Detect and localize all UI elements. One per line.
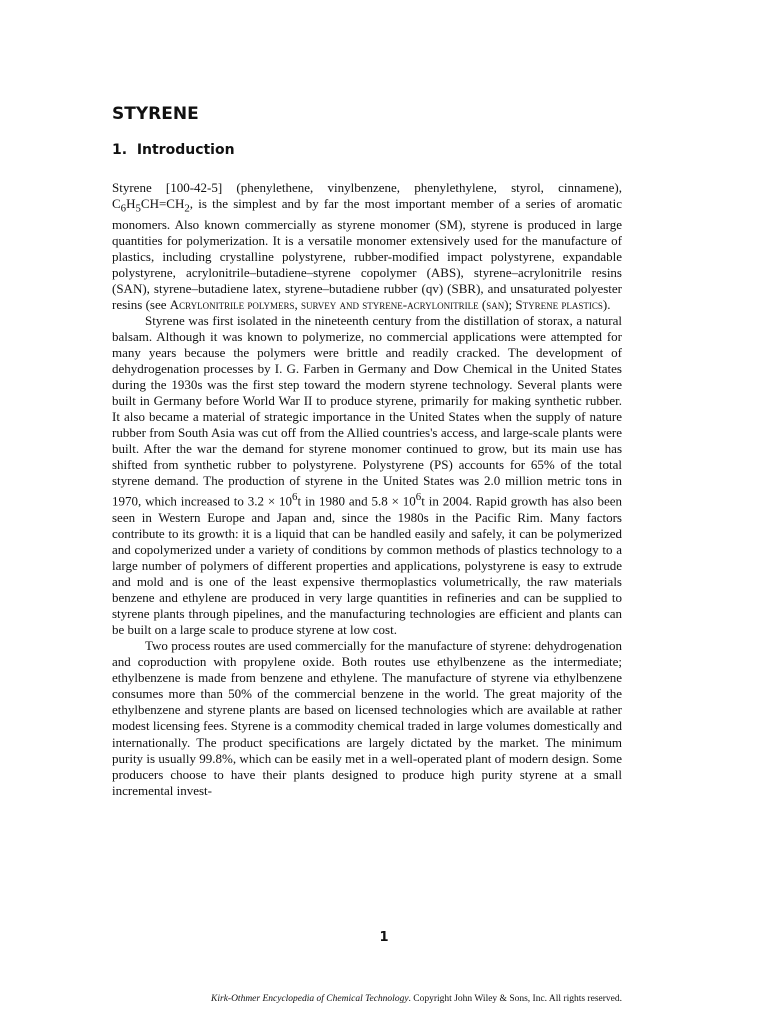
- p2-text-b: t in 1980 and 5.8 × 10: [297, 493, 416, 509]
- p1-text-c: CH=CH: [140, 196, 185, 212]
- cross-reference-acrylonitrile-polymers: Acrylonitrile polymers, survey and styrene-acrylonitrile (san): [169, 296, 509, 312]
- p1-text-e: ).: [602, 296, 611, 312]
- p2-text-c: t in 2004. Rapid growth has also been seen in Western Europe and Japan and, since the 1980s in the Pacific Rim. Many factors contribute to its growth: it is a liquid that can be handled easily and safely, it can be polymerized and copolymerized under a variety of conditions by common methods of plastics technology to a large number of polymers of different properties and applications, polystyrene is easy to extrude and mold and is one of the least expensive thermoplastics volumetrically, the raw materials benzene and ethylene are produced in very large quantities in refineries and can be supplied to styrene plants through pipelines, and the manufacturing technologies are efficient and plants can be built on a large scale to produce styrene at low cost.: [112, 493, 623, 638]
- p1-text-b: H: [126, 196, 136, 212]
- page-title: STYRENE: [112, 104, 199, 124]
- section-heading: [112, 142, 235, 158]
- section-heading-text: Introduction: [136, 142, 235, 158]
- p1-separator: ;: [508, 296, 516, 312]
- p2-superscript-1: 6: [292, 491, 298, 504]
- p2-text-a: Styrene was first isolated in the nineteenth century from the distillation of storax, a natural balsam. Although it was known to polymerize, no commercial applications were attempted for many years because the polymers were brittle and readily cracked. The development of dehydrogenation processes by I. G. Farben in Germany and Dow Chemical in the United States during the 1930s was the first step toward the modern styrene technology. Several plants were built in Germany before World War II to produce styrene, primarily for making synthetic rubber. It also became a material of strategic importance in the United States when the supply of nature rubber from South Asia was cut off from the Allied countries's access, and large-scale plants were built. After the war the demand for styrene monomer continued to grow, but its main use has shifted from synthetic rubber to polystyrene. Polystyrene (PS) accounts for 65% of the total styrene demand. The production of styrene in the United States was 2.0 million metric tons in 1970, which increased to 3.2 × 10: [112, 312, 622, 509]
- paragraph-1: [112, 180, 622, 313]
- page-number: 1: [379, 930, 389, 945]
- p1-subscript-1: 6: [120, 202, 127, 215]
- p1-subscript-2: 5: [135, 202, 141, 215]
- footer-source: Kirk-Othmer Encyclopedia of Chemical Technology: [211, 994, 409, 1004]
- paragraph-3: Two process routes are used commercially for the manufacture of styrene: dehydrogenation and coproduction with propylene oxide. Both routes use ethylbenzene as the intermediate; ethylbenzene is made from benzene and ethylene. The manufacture of styrene via ethylbenzene consumes more than 50% of the commercial benzene in the world. The great majority of the ethylbenzene and styrene plants are based on licensed technologies which are available at rather modest licensing fees. Styrene is a commodity chemical traded in large volumes domestically and internationally. The product specifications are largely dictated by the market. The minimum purity is usually 99.8%, which can be easily met in a well-operated plant of modern design. Some producers choose to have their plants designed to produce high purity styrene at a small incremental invest-: [112, 638, 622, 798]
- body-text: [112, 180, 622, 799]
- copyright-footer: [112, 994, 622, 1004]
- p2-superscript-2: 6: [415, 491, 422, 504]
- footer-rights: . Copyright John Wiley & Sons, Inc. All rights reserved.: [408, 994, 622, 1004]
- cross-reference-styrene-plastics: Styrene plastics: [515, 296, 603, 312]
- section-number: 1.: [112, 142, 128, 158]
- p1-text-a: Styrene [100-42-5] (phenylethene, vinylbenzene, phenylethylene, styrol, cinnamene), C: [112, 180, 622, 212]
- p1-text-d: , is the simplest and by far the most important member of a series of aromatic monomers. Also known commercially as styrene monomer (SM), styrene is produced in large quantities for polymerization. It is a versatile monomer extensively used for the manufacture of plastics, including crystalline polystyrene, rubber-modified impact polystyrene, expandable polystyrene, acrylonitrile–butadiene–styrene copolymer (ABS), styrene–acrylonitrile resins (SAN), styrene–butadiene latex, styrene–butadiene rubber (qv) (SBR), and unsaturated polyester resins (see: [112, 196, 622, 312]
- p1-subscript-3: 2: [184, 202, 190, 215]
- paragraph-2: [112, 313, 622, 638]
